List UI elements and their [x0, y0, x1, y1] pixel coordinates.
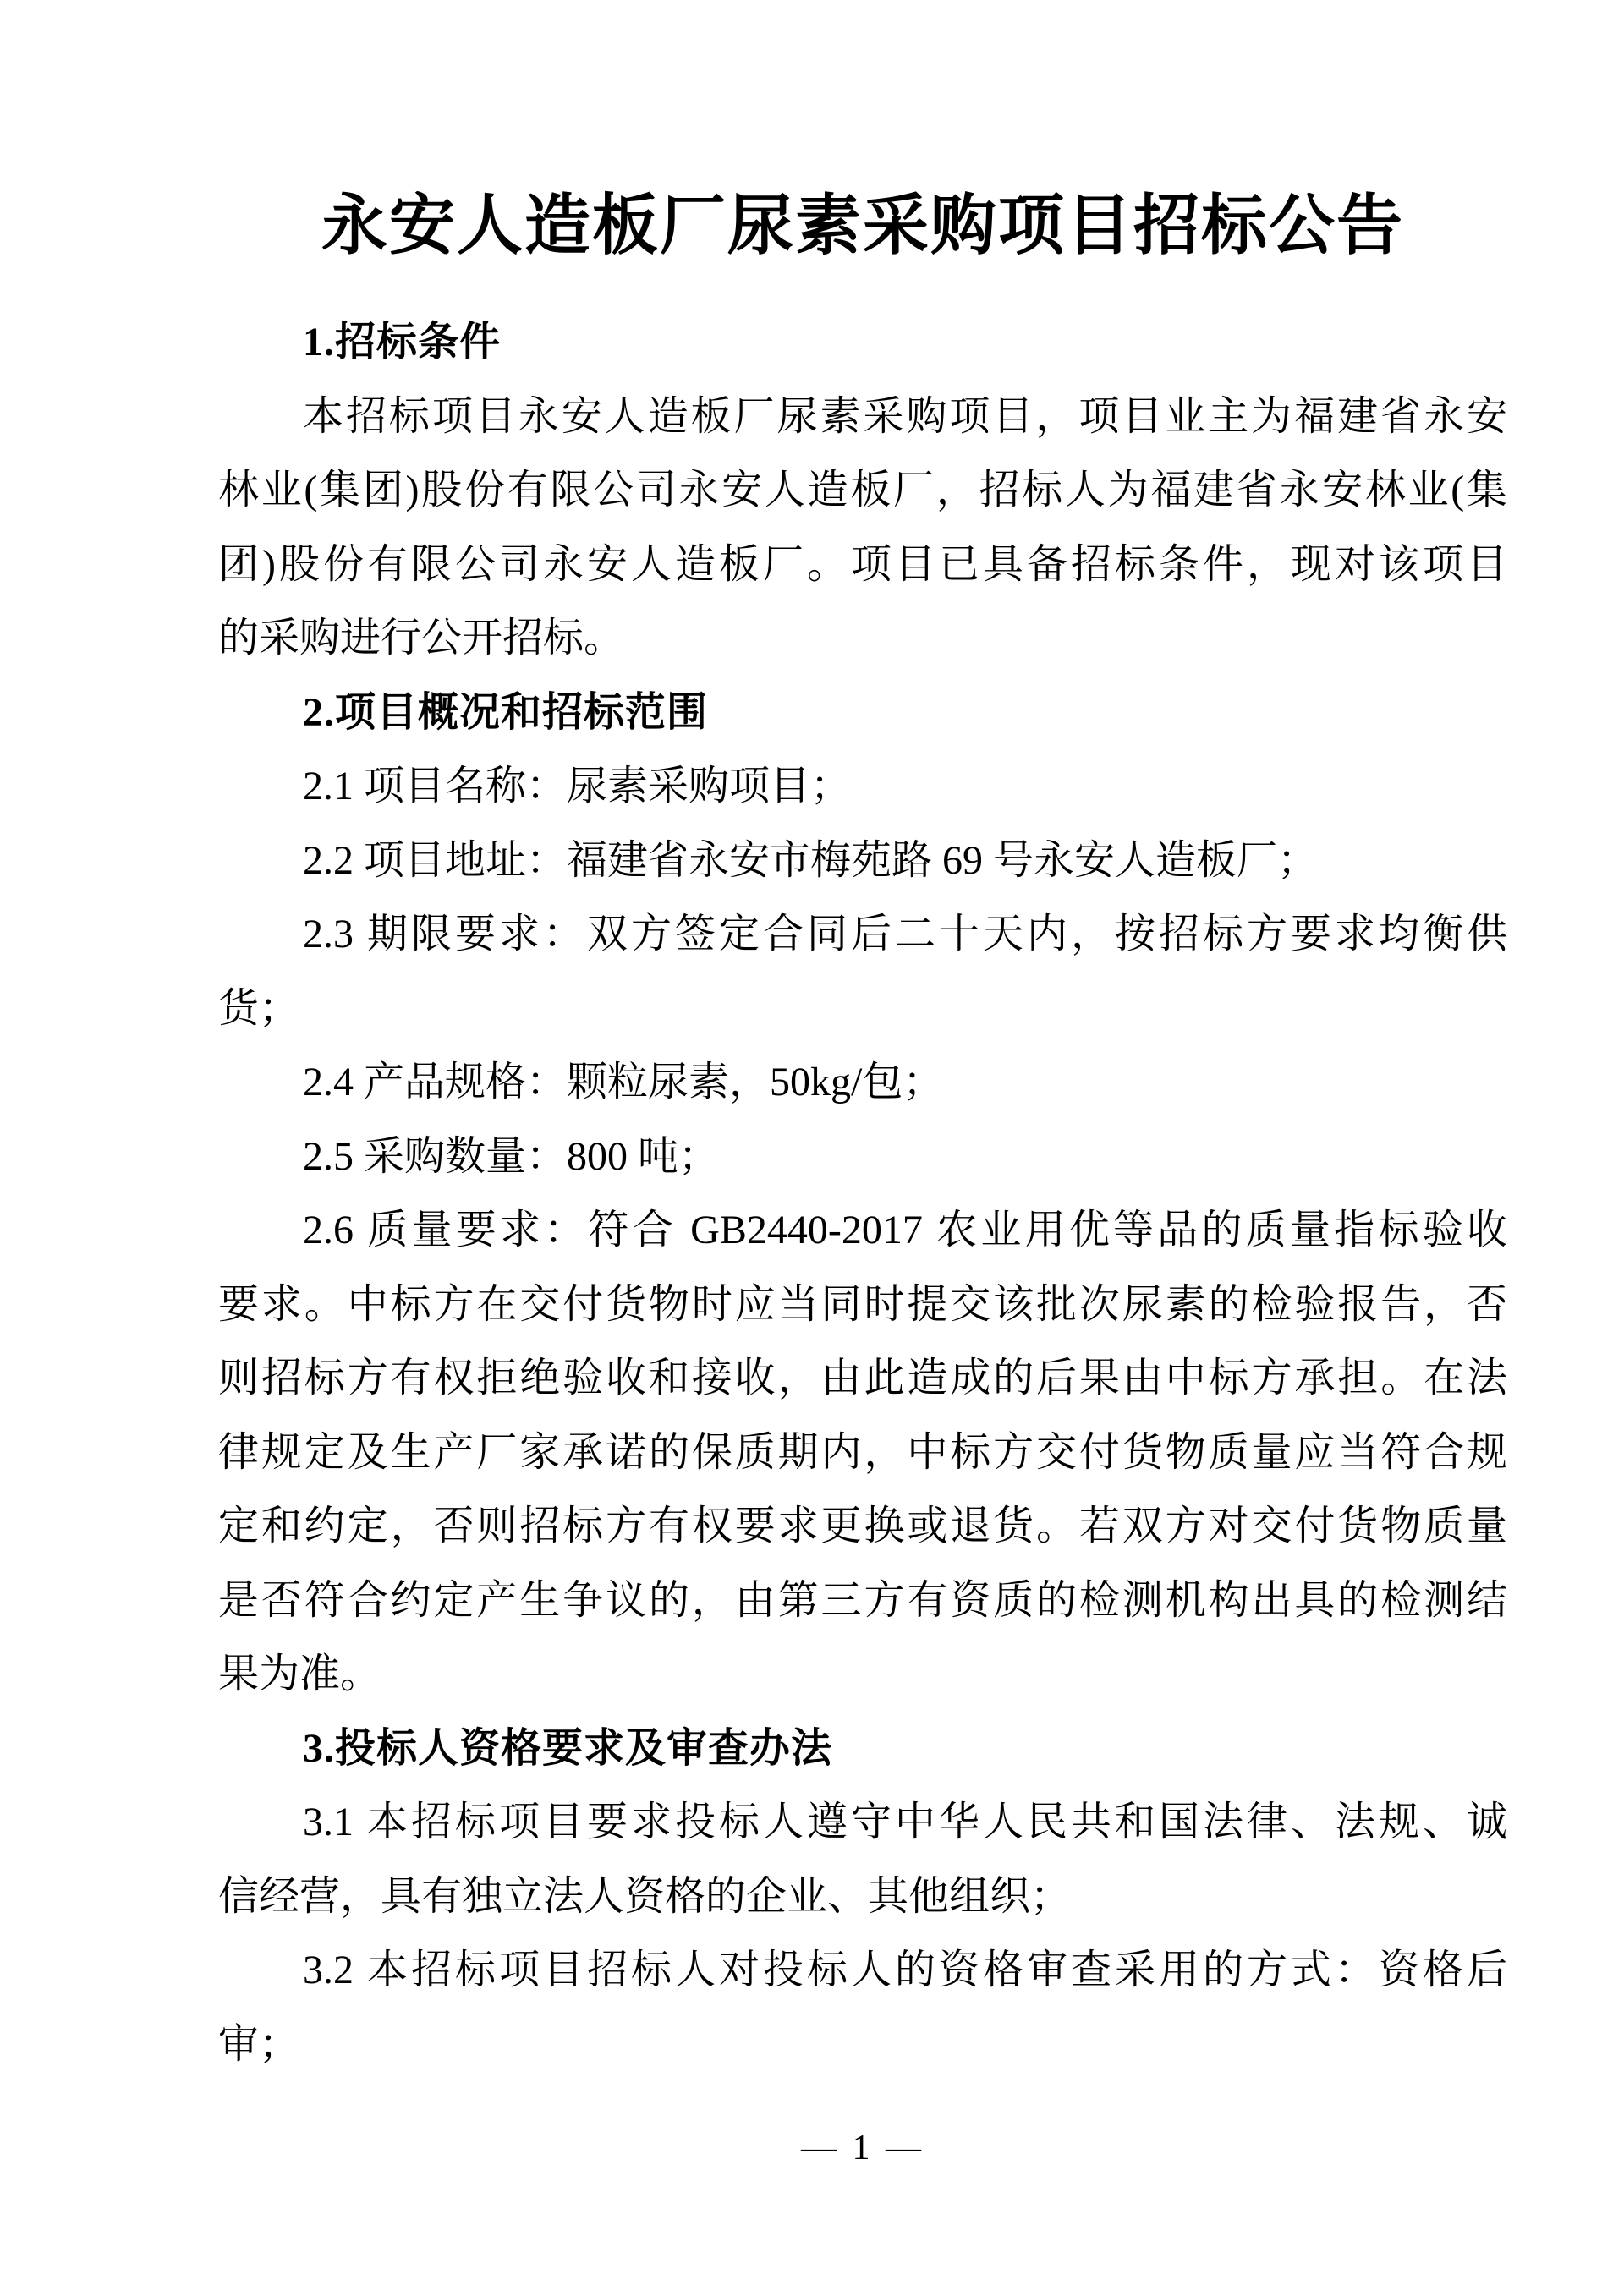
page-number: — 1 —	[801, 2129, 924, 2167]
body-line: 律规定及生产厂家承诺的保质期内，中标方交付货物质量应当符合规	[218, 1429, 1507, 1475]
body-line: 林业(集团)股份有限公司永安人造板厂，招标人为福建省永安林业(集	[218, 468, 1507, 512]
body-line: 2.4 产品规格：颗粒尿素，50kg/包；	[303, 1060, 944, 1104]
body-line: 2.2 项目地址：福建省永安市梅苑路 69 号永安人造板厂；	[303, 837, 1319, 883]
body-line: 信经营，具有独立法人资格的企业、其他组织；	[218, 1873, 1072, 1919]
body-line: 是否符合约定产生争议的，由第三方有资质的检测机构出具的检测结	[218, 1577, 1507, 1623]
body-line: 则招标方有权拒绝验收和接收，由此造成的后果由中标方承担。在法	[218, 1356, 1507, 1400]
body-line: 本招标项目永安人造板厂尿素采购项目，项目业主为福建省永安	[303, 393, 1507, 439]
document-title: 永安人造板厂尿素采购项目招标公告	[321, 189, 1404, 262]
body-line: 3.1 本招标项目要求投标人遵守中华人民共和国法律、法规、诚	[303, 1800, 1507, 1844]
body-line: 定和约定，否则招标方有权要求更换或退货。若双方对交付货物质量	[218, 1504, 1507, 1548]
body-line: 2.1 项目名称：尿素采购项目；	[303, 764, 852, 808]
body-line: 要求。中标方在交付货物时应当同时提交该批次尿素的检验报告，否	[218, 1281, 1507, 1327]
body-line: 2.3 期限要求：双方签定合同后二十天内，按招标方要求均衡供	[303, 912, 1507, 956]
body-line: 的采购进行公开招标。	[218, 616, 625, 660]
section-heading: 2.项目概况和招标范围	[303, 689, 709, 735]
body-line: 2.5 采购数量：800 吨；	[303, 1133, 720, 1179]
body-line: 团)股份有限公司永安人造板厂。项目已具备招标条件，现对该项目	[218, 541, 1507, 587]
document-body	[218, 305, 1507, 2081]
body-line: 3.2 本招标项目招标人对投标人的资格审查采用的方式：资格后	[303, 1948, 1507, 1992]
section-heading: 3.投标人资格要求及审查办法	[303, 1725, 833, 1771]
body-line: 审；	[218, 2021, 300, 2067]
section-heading: 1.招标条件	[303, 320, 502, 364]
body-line: 果为准。	[218, 1652, 381, 1696]
body-line: 2.6 质量要求：符合 GB2440-2017 农业用优等品的质量指标验收	[303, 1208, 1507, 1252]
body-line: 货；	[218, 985, 300, 1031]
